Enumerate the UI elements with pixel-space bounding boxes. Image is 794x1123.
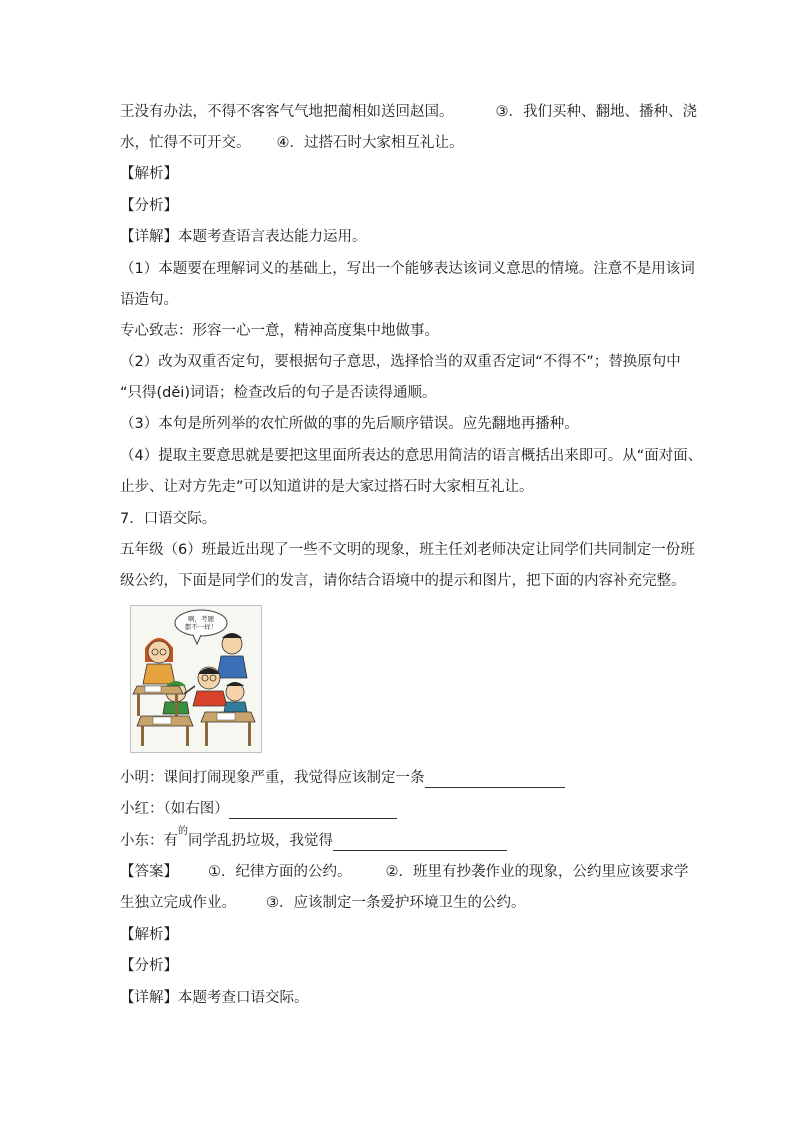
q6-p3: （3）本句是所列举的农忙所做的事的先后顺序错误。应先翻地再播种。: [120, 416, 579, 432]
q6-p4-line1: （4）提取主要意思就是要把这里面所表达的意思用简洁的语言概括出来即可。从“面对面、: [120, 448, 703, 464]
q6-p2-line1: （2）改为双重否定句，要根据句子意思，选择恰当的双重否定词“不得不”；替换原句中: [120, 354, 681, 370]
classroom-cartoon-image: [130, 605, 262, 753]
continuation-line-1: [120, 102, 697, 122]
q7-analysis-label: 【解析】: [120, 927, 178, 943]
xiaodong-text-a: 小东：有: [120, 833, 178, 849]
analysis-label: 【解析】: [120, 166, 178, 182]
bubble-text-2: 都不一样！: [184, 623, 218, 631]
q6-p1-line1: （1）本题要在理解词义的基础上，写出一个能够表达该词义意思的情境。注意不是用该词: [120, 261, 695, 277]
xiaodong-ruby: [178, 826, 188, 851]
continuation-line-2: [120, 133, 464, 153]
xiaohong-answer-blank[interactable]: [229, 802, 397, 819]
text-segment: ③．我们买种、翻地、播种、浇: [495, 104, 697, 120]
xiaodong-line: [120, 826, 507, 851]
xiaoming-answer-blank[interactable]: [425, 771, 565, 788]
answer-2-part2: 生独立完成作业。: [120, 895, 236, 911]
text-segment: 水，忙得不可开交。: [120, 135, 251, 151]
xiaodong-text-b: 同学乱扔垃圾，我觉得: [188, 833, 333, 849]
answer-label: 【答案】: [120, 864, 178, 880]
q6-p4-line2: 止步、让对方先走”可以知道讲的是大家过搭石时大家相互礼让。: [120, 479, 534, 495]
q7-stem-line2: 级公约，下面是同学们的发言，请你结合语境中的提示和图片，把下面的内容补充完整。: [120, 573, 686, 589]
xiaoming-text: 小明：课间打闹现象严重，我觉得应该制定一条: [120, 770, 425, 786]
answer-1: ①．纪律方面的公约。: [208, 864, 352, 880]
q6-p2-line2: “只得(děi)词语；检查改后的句子是否读得通顺。: [120, 385, 437, 401]
answer-3: ③．应该制定一条爱护环境卫生的公约。: [266, 895, 526, 911]
xiaohong-line: [120, 799, 397, 819]
fenxi-label: 【分析】: [120, 198, 178, 214]
classroom-cartoon-svg: [131, 606, 261, 752]
answer-2-part1: ②．班里有抄袭作业的现象，公约里应该要求学: [385, 864, 689, 880]
text-segment: ④．过搭石时大家相互礼让。: [276, 135, 464, 151]
bubble-text-1: 啊，考题: [188, 615, 214, 623]
q6-p1-line2: 语造句。: [120, 292, 178, 308]
q7-title: 7．口语交际。: [120, 511, 217, 527]
text-segment: 王没有办法，不得不客客气气地把蔺相如送回赵国。: [120, 104, 454, 120]
q7-detail: 【详解】本题考查口语交际。: [120, 990, 309, 1006]
xiaohong-text: 小红：（如右图）: [120, 801, 229, 817]
xiaodong-answer-blank[interactable]: [333, 834, 507, 851]
q7-answer-line1: [120, 862, 689, 882]
q6-detail-intro: 【详解】本题考查语言表达能力运用。: [120, 229, 367, 245]
q6-p1-example: 专心致志：形容一心一意，精神高度集中地做事。: [120, 323, 439, 339]
ruby-char: 的: [178, 826, 188, 837]
q7-fenxi-label: 【分析】: [120, 958, 178, 974]
q7-stem-line1: 五年级（6）班最近出现了一些不文明的现象，班主任刘老师决定让同学们共同制定一份班: [120, 542, 695, 558]
q7-answer-line2: [120, 893, 526, 913]
xiaoming-line: [120, 768, 565, 788]
